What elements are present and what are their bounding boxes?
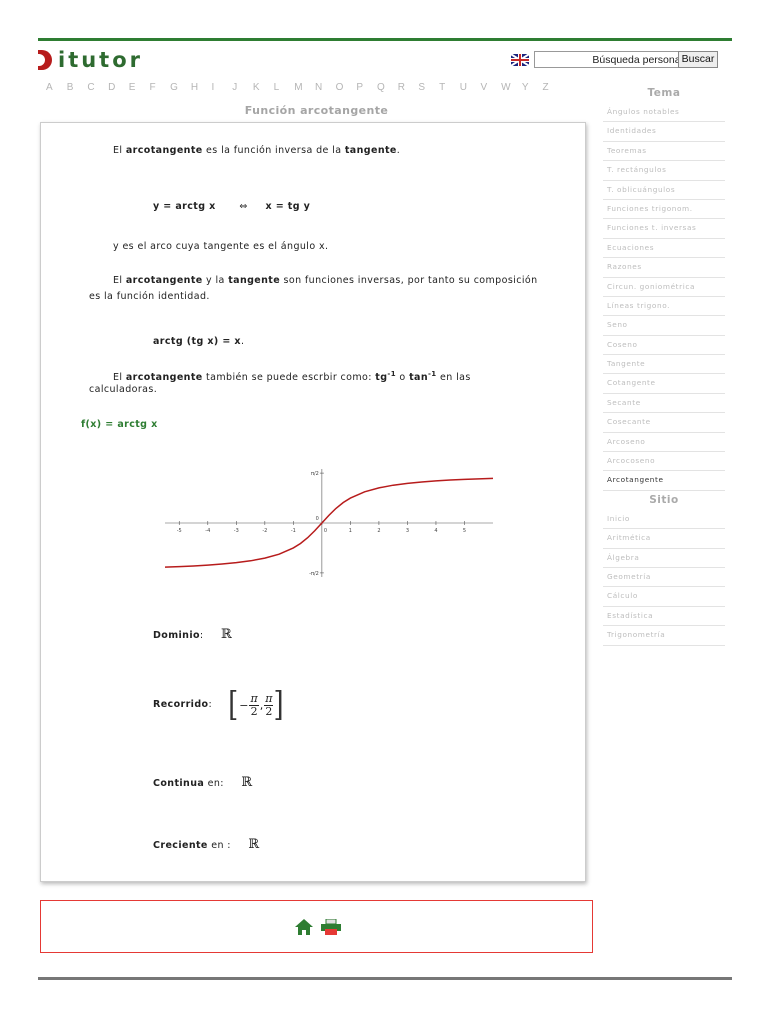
sidebar-tema-item[interactable]: Seno — [603, 316, 725, 335]
function-label: f(x) = arctg x — [81, 419, 158, 430]
sidebar-sitio-item[interactable]: Inicio — [603, 510, 725, 529]
site-logo[interactable] — [38, 48, 143, 72]
sidebar-tema-item[interactable]: Arcoseno — [603, 433, 725, 452]
range-row: Recorrido: [ − $\frac{\pi}{2}$ , $\frac{\pi}{2}$ ] — [153, 685, 284, 725]
x-tick-label: -1 — [290, 528, 296, 534]
sidebar-sitio-item[interactable]: Aritmética — [603, 529, 725, 548]
real-numbers-symbol: ℝ — [241, 775, 253, 790]
alphabet-letter[interactable]: R — [397, 82, 405, 93]
alphabet-letter[interactable]: V — [480, 82, 488, 93]
sidebar-tema-item[interactable]: Arcotangente — [603, 471, 725, 490]
sidebar-sitio-item[interactable]: Trigonometría — [603, 626, 725, 645]
x-tick-label: 5 — [462, 528, 467, 534]
sidebar-tema-item[interactable]: Ecuaciones — [603, 239, 725, 258]
alphabet-letter[interactable]: F — [149, 82, 156, 93]
x-tick-label: -3 — [233, 528, 239, 534]
sidebar-tema-item[interactable]: Identidades — [603, 122, 725, 141]
sidebar-tema-item[interactable]: Coseno — [603, 336, 725, 355]
alphabet-index — [46, 82, 563, 93]
sidebar — [603, 84, 725, 646]
x-tick-label: -2 — [262, 528, 268, 534]
main-content — [40, 122, 586, 882]
arc-paragraph: y es el arco cuya tangente es el ángulo x. — [113, 241, 329, 252]
alphabet-letter[interactable]: B — [66, 82, 74, 93]
logo-d-icon — [38, 50, 52, 70]
equivalence-formula: y = arctg x ⇔ x = tg y — [153, 201, 311, 212]
sidebar-sitio-item[interactable]: Álgebra — [603, 549, 725, 568]
composition-paragraph: El arcotangente y la tangente son funciones inversas, por tanto su composición — [113, 275, 538, 286]
alphabet-letter[interactable]: H — [190, 82, 199, 93]
alphabet-letter[interactable]: U — [459, 82, 467, 93]
page-title: Función arcotangente — [244, 104, 389, 117]
alphabet-letter[interactable]: A — [46, 82, 53, 93]
printer-icon[interactable] — [321, 919, 341, 935]
home-icon[interactable] — [295, 919, 313, 935]
header — [38, 42, 732, 72]
increasing-row: Creciente en : ℝ — [153, 837, 260, 852]
sidebar-heading-sitio: Sitio — [649, 493, 679, 506]
sidebar-heading-tema: Tema — [647, 87, 681, 99]
alphabet-letter[interactable]: W — [501, 82, 511, 93]
search-button[interactable]: Buscar — [678, 51, 718, 68]
alphabet-letter[interactable]: Q — [377, 82, 385, 93]
sidebar-tema-item[interactable]: Cosecante — [603, 413, 725, 432]
composition-paragraph-line2: es la función identidad. — [89, 291, 210, 302]
sidebar-tema-item[interactable]: Funciones trigonom. — [603, 200, 725, 219]
x-tick-label: 1 — [348, 528, 352, 534]
range-interval: [ − $\frac{\pi}{2}$ , $\frac{\pi}{2}$ ] — [228, 685, 284, 725]
sidebar-tema-item[interactable]: Arcocoseno — [603, 452, 725, 471]
y-tick-label: π/2 — [310, 471, 319, 478]
sidebar-sitio-item[interactable]: Cálculo — [603, 587, 725, 606]
alphabet-letter[interactable]: M — [294, 82, 303, 93]
intro-paragraph: El arcotangente es la función inversa de la tangente. — [113, 145, 401, 156]
sidebar-sitio-item[interactable]: Geometría — [603, 568, 725, 587]
sidebar-tema-item[interactable]: Líneas trigono. — [603, 297, 725, 316]
alphabet-letter[interactable]: I — [211, 82, 215, 93]
alphabet-letter[interactable]: S — [418, 82, 426, 93]
domain-row: Dominio: ℝ — [153, 627, 233, 642]
alphabet-letter[interactable]: D — [108, 82, 116, 93]
sidebar-tema-item[interactable]: Funciones t. inversas — [603, 219, 725, 238]
sidebar-tema-item[interactable]: Secante — [603, 394, 725, 413]
logo-text: itutor — [58, 48, 144, 72]
sidebar-tema-item[interactable]: T. oblicuángulos — [603, 181, 725, 200]
footer-box — [40, 900, 593, 953]
alphabet-letter[interactable]: N — [314, 82, 323, 93]
alphabet-letter[interactable]: Y — [521, 82, 529, 93]
sidebar-tema-item[interactable]: Circun. goniométrica — [603, 278, 725, 297]
alphabet-letter[interactable]: C — [87, 82, 95, 93]
alphabet-letter[interactable]: T — [439, 82, 446, 93]
composition-formula: arctg (tg x) = x. — [153, 336, 245, 347]
bottom-bar — [38, 977, 732, 980]
alphabet-letter[interactable]: P — [356, 82, 363, 93]
real-numbers-symbol: ℝ — [220, 627, 233, 642]
alphabet-letter[interactable]: O — [335, 82, 344, 93]
real-numbers-symbol: ℝ — [248, 837, 260, 852]
tema-list — [603, 103, 725, 491]
x-tick-label: 4 — [434, 528, 438, 534]
alphabet-letter[interactable]: K — [252, 82, 260, 93]
sidebar-tema-item[interactable]: Tangente — [603, 355, 725, 374]
sidebar-tema-item[interactable]: Ángulos notables — [603, 103, 725, 122]
english-flag-icon[interactable] — [511, 54, 529, 66]
x-tick-label: 2 — [377, 528, 381, 534]
sidebar-tema-item[interactable]: T. rectángulos — [603, 161, 725, 180]
alphabet-letter[interactable]: G — [170, 82, 178, 93]
y-tick-label: -π/2 — [309, 570, 319, 577]
x-tick-label: 0 — [323, 528, 328, 534]
alphabet-letter[interactable]: Z — [542, 82, 549, 93]
y-tick-label: 0 — [315, 516, 319, 522]
notation-paragraph: El arcotangente también se puede escrbir como: $tg^{-1}$ o $\tan^{-1}$ en las — [113, 370, 471, 384]
sidebar-sitio-item[interactable]: Estadística — [603, 607, 725, 626]
sitio-list — [603, 510, 725, 646]
alphabet-letter[interactable]: E — [128, 82, 136, 93]
alphabet-letter[interactable]: J — [232, 82, 238, 93]
x-tick-label: 3 — [405, 528, 410, 534]
notation-paragraph-line2: calculadoras. — [89, 384, 158, 395]
sidebar-tema-item[interactable]: Razones — [603, 258, 725, 277]
continuity-row: Continua en: ℝ — [153, 775, 253, 790]
top-accent-bar — [38, 38, 732, 41]
arctan-graph — [165, 469, 493, 577]
x-tick-label: -5 — [176, 528, 182, 534]
x-tick-label: -4 — [205, 528, 211, 534]
sidebar-tema-item[interactable]: Teoremas — [603, 142, 725, 161]
alphabet-letter[interactable]: L — [273, 82, 280, 93]
sidebar-tema-item[interactable]: Cotangente — [603, 374, 725, 393]
